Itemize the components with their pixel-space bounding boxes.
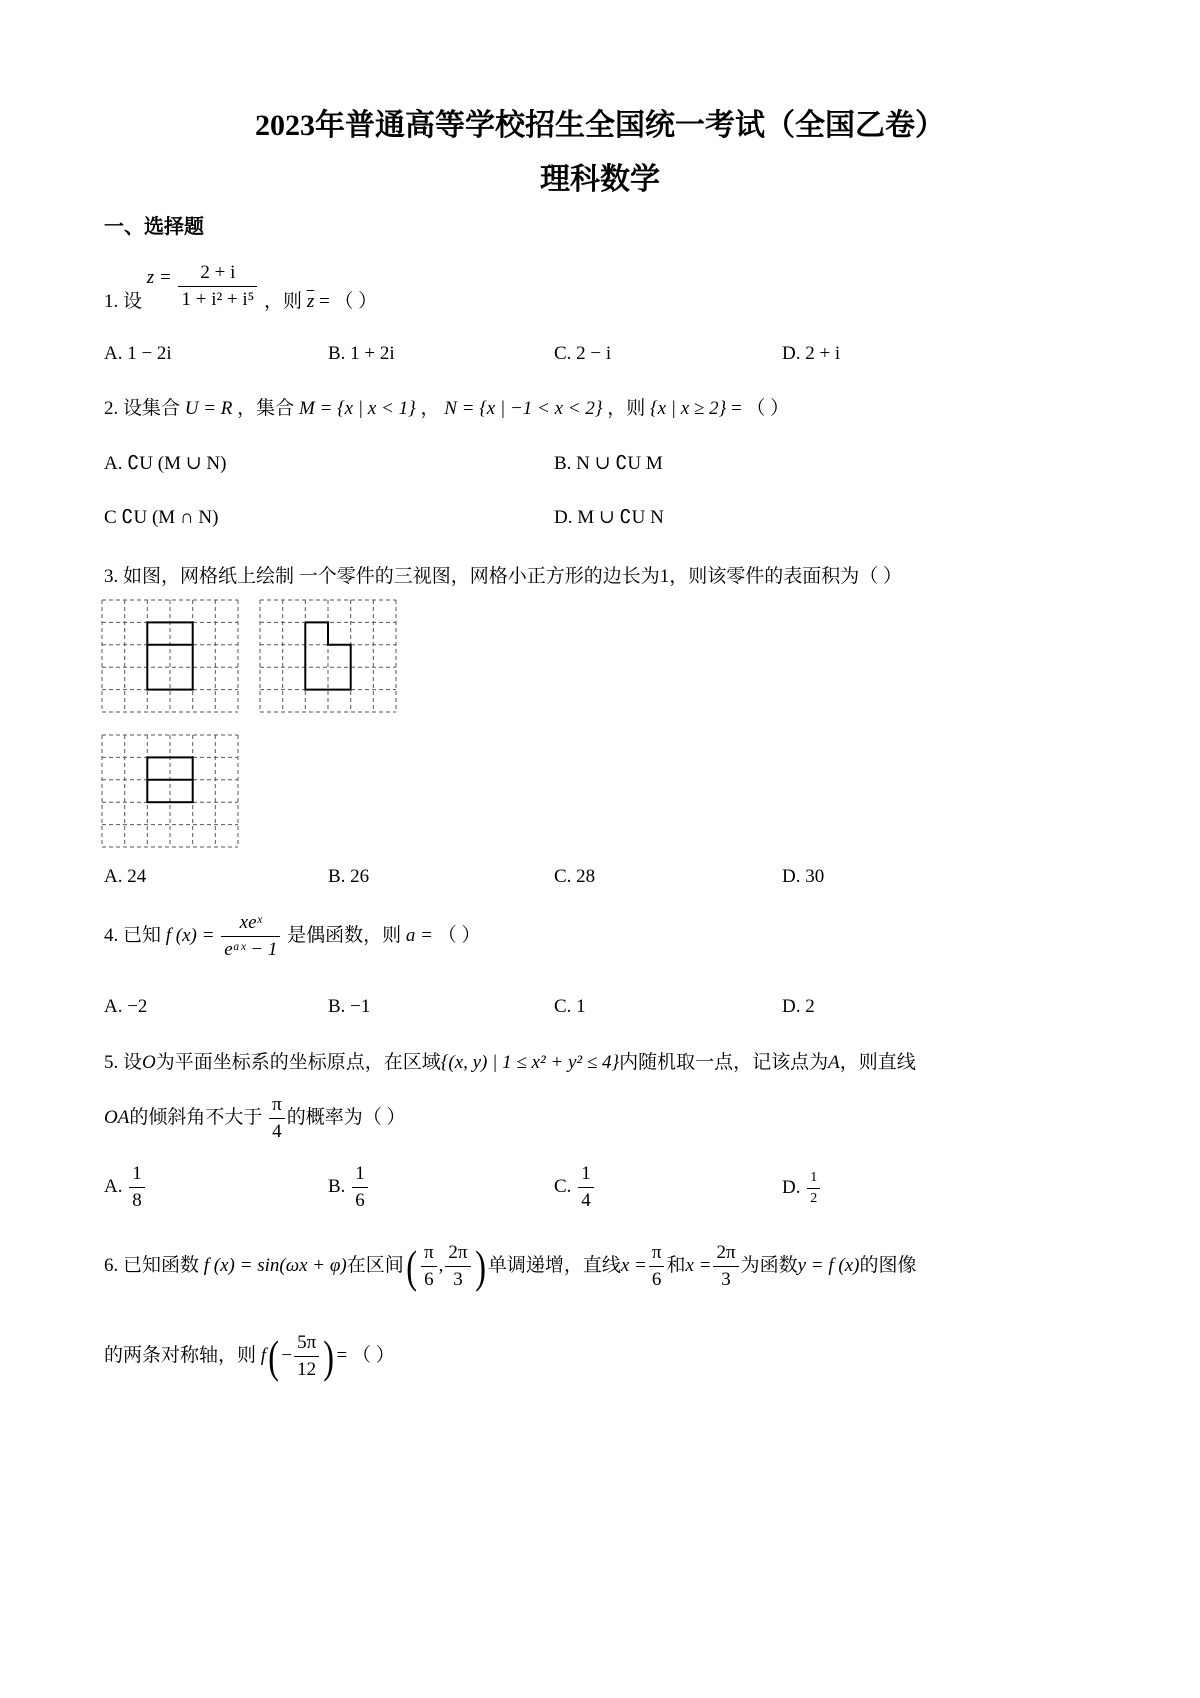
q5-option-a bbox=[104, 1163, 147, 1212]
q2-option-a: A. ∁U (M ∪ N) bbox=[104, 453, 227, 474]
q5-option-d bbox=[782, 1170, 822, 1207]
q2-set-m: M = {x | x < 1} bbox=[298, 398, 416, 419]
q6-interval-a-den: 6 bbox=[421, 1266, 437, 1291]
q6-text-6: 的两条对称轴，则 bbox=[104, 1344, 257, 1366]
q5-option-d-num: 1 bbox=[810, 1170, 818, 1185]
q5-angle-num: π bbox=[272, 1094, 282, 1115]
q2-set-n: N = {x | −1 < x < 2} bbox=[444, 398, 603, 419]
q3-option-b: B. 26 bbox=[328, 866, 370, 887]
q5-angle-fraction bbox=[269, 1094, 285, 1143]
q2-text-d: ，则 bbox=[607, 398, 646, 419]
question-1 bbox=[104, 262, 377, 313]
q4-denominator: eᵃˣ − 1 bbox=[221, 936, 280, 961]
q5-line-oa: OA bbox=[104, 1106, 130, 1128]
q5-text-f: 的概率为（ ） bbox=[286, 1106, 406, 1128]
q5-angle-den: 4 bbox=[269, 1118, 285, 1143]
q6-text-1: 在区间 bbox=[346, 1254, 404, 1276]
q4-option-a: A. −2 bbox=[104, 996, 148, 1017]
q4-mid: 是偶函数，则 bbox=[287, 924, 402, 946]
q1-z: z = bbox=[146, 266, 172, 288]
q2-set-query: {x | x ≥ 2} bbox=[649, 398, 727, 419]
q2-set-u: U = R bbox=[184, 398, 233, 419]
q2-tail: = （ ） bbox=[730, 398, 790, 419]
q5-text-c: 内随机取一点，记该点为 bbox=[619, 1052, 829, 1073]
q1-tail: = （ ） bbox=[318, 290, 378, 312]
q1-option-b: B. 1 + 2i bbox=[328, 343, 395, 364]
q5-option-a-label: A. bbox=[104, 1175, 123, 1197]
q5-option-b-fraction bbox=[352, 1163, 368, 1212]
q5-option-d-label: D. bbox=[782, 1176, 801, 1198]
q6-right-paren: ) bbox=[474, 1240, 486, 1292]
q5-option-d-den: 2 bbox=[807, 1188, 820, 1207]
question-2 bbox=[104, 393, 789, 420]
q5-option-d-fraction bbox=[807, 1170, 820, 1207]
q5-option-b bbox=[328, 1163, 370, 1212]
q5-origin: O bbox=[142, 1052, 156, 1073]
q4-option-b: B. −1 bbox=[328, 996, 371, 1017]
q5-option-b-den: 6 bbox=[352, 1187, 368, 1212]
q5-option-b-label: B. bbox=[328, 1175, 346, 1197]
q5-point-a: A bbox=[828, 1052, 840, 1073]
question-6-line1: 6. 已知函数 f (x) = sin(ωx + φ)在区间( $\frac{\pi}{6}$ , $\frac{2\pi}{3}$ ) 单调递增，直线x = $\frac{\pi}{6}$ 和x = $\frac{2\pi}{3}$ 为函数y = f (x)的图像 bbox=[104, 1240, 917, 1292]
q2-option-d: D. M ∪ ∁U N bbox=[554, 507, 664, 528]
q6-interval-b bbox=[445, 1242, 470, 1291]
exam-title: 2023年普通高等学校招生全国统一考试（全国乙卷） bbox=[255, 109, 945, 142]
q1-prefix: 1. 设 bbox=[104, 290, 143, 312]
side-view-figure bbox=[258, 598, 398, 714]
q6-fx: f (x) = sin(ωx + φ) bbox=[203, 1254, 347, 1276]
q5-region: {(x, y) | 1 ≤ x² + y² ≤ 4} bbox=[440, 1052, 620, 1073]
question-4 bbox=[104, 912, 481, 961]
q5-option-a-num: 1 bbox=[132, 1163, 142, 1184]
q2-text-a: 2. 设集合 bbox=[104, 398, 181, 419]
q5-text-d: ，则直线 bbox=[839, 1052, 916, 1073]
q6-x2-den: 3 bbox=[713, 1266, 738, 1291]
exam-subtitle: 理科数学 bbox=[540, 163, 660, 196]
q1-option-a: A. 1 − 2i bbox=[104, 343, 172, 364]
q5-option-c-fraction bbox=[578, 1163, 594, 1212]
q1-option-d: D. 2 + i bbox=[782, 343, 841, 364]
q4-prefix: 4. 已知 bbox=[104, 924, 162, 946]
section-heading: 一、选择题 bbox=[104, 216, 204, 238]
q2-text-c: ， bbox=[420, 398, 440, 419]
q5-text-e: 的倾斜角不大于 bbox=[129, 1106, 263, 1128]
question-6-line2 bbox=[104, 1332, 395, 1381]
q5-text-a: 5. 设 bbox=[104, 1052, 143, 1073]
q2-text-b: ，集合 bbox=[237, 398, 295, 419]
q3-option-c: C. 28 bbox=[554, 866, 596, 887]
question-5-line2 bbox=[104, 1094, 405, 1143]
q3-option-d: D. 30 bbox=[782, 866, 825, 887]
q5-option-c-num: 1 bbox=[581, 1163, 591, 1184]
q6-x1-den: 6 bbox=[649, 1266, 665, 1291]
front-view-figure bbox=[100, 598, 240, 714]
q5-text-b: 为平面坐标系的坐标原点，在区域 bbox=[155, 1052, 441, 1073]
q4-option-d: D. 2 bbox=[782, 996, 815, 1017]
top-view-figure bbox=[100, 733, 240, 849]
q6-arg-left-paren: ( bbox=[268, 1330, 280, 1382]
q6-arg-den: 12 bbox=[294, 1356, 319, 1381]
q6-yfx: y = f (x) bbox=[797, 1254, 860, 1276]
q1-denominator: 1 + i² + i⁵ bbox=[178, 286, 257, 311]
q6-x2-num: 2π bbox=[716, 1242, 736, 1263]
q4-numerator: xeˣ bbox=[239, 912, 262, 933]
q6-x1: x = bbox=[620, 1254, 647, 1276]
q5-option-a-den: 8 bbox=[129, 1187, 145, 1212]
q5-option-c bbox=[554, 1163, 596, 1212]
q6-interval-b-den: 3 bbox=[445, 1266, 470, 1291]
q1-mid: ，则 bbox=[264, 290, 303, 312]
q6-interval-a bbox=[421, 1242, 437, 1291]
q3-option-a: A. 24 bbox=[104, 866, 147, 887]
q4-tail: （ ） bbox=[437, 924, 481, 946]
q6-x1-fraction bbox=[649, 1242, 665, 1291]
q6-left-paren: ( bbox=[406, 1240, 417, 1292]
q5-option-b-num: 1 bbox=[355, 1163, 365, 1184]
q5-option-a-fraction bbox=[129, 1163, 145, 1212]
q2-option-c: C ∁U (M ∩ N) bbox=[104, 507, 219, 528]
q6-x2-fraction bbox=[713, 1242, 738, 1291]
q4-option-c: C. 1 bbox=[554, 996, 586, 1017]
q4-fx: f (x) = bbox=[165, 924, 215, 946]
q1-zbar: $\overline{z}$ bbox=[306, 290, 315, 312]
question-5-line1 bbox=[104, 1047, 916, 1074]
q4-fraction bbox=[221, 912, 280, 961]
q1-option-c: C. 2 − i bbox=[554, 343, 612, 364]
q6-x1-num: π bbox=[651, 1242, 662, 1263]
q6-x2: x = bbox=[685, 1254, 712, 1276]
q6-arg-fraction bbox=[294, 1332, 319, 1381]
q6-text-4: 为函数 bbox=[740, 1254, 798, 1276]
q5-option-c-label: C. bbox=[554, 1175, 572, 1197]
q6-interval-a-num: π bbox=[424, 1242, 434, 1263]
q6-arg-right-paren: ) bbox=[323, 1330, 335, 1382]
q4-a: a = bbox=[405, 924, 433, 946]
q2-option-b: B. N ∪ ∁U M bbox=[554, 453, 663, 474]
q6-minus: − bbox=[281, 1344, 293, 1366]
q6-text-2: 单调递增，直线 bbox=[487, 1254, 621, 1276]
q6-arg-num: 5π bbox=[297, 1332, 317, 1353]
q1-fraction bbox=[178, 262, 257, 311]
q6-f: f bbox=[260, 1344, 267, 1366]
q6-prefix: 6. 已知函数 bbox=[104, 1254, 200, 1276]
question-3: 3. 如图，网格纸上绘制 一个零件的三视图，网格小正方形的边长为1，则该零件的表面积为（ ） bbox=[104, 566, 903, 587]
q5-option-c-den: 4 bbox=[578, 1187, 594, 1212]
q6-text-5: 的图像 bbox=[859, 1254, 917, 1276]
q6-tail: = （ ） bbox=[336, 1344, 395, 1366]
q6-text-3: 和 bbox=[666, 1254, 686, 1276]
q1-numerator: 2 + i bbox=[200, 262, 236, 283]
q6-interval-b-num: 2π bbox=[448, 1242, 468, 1263]
